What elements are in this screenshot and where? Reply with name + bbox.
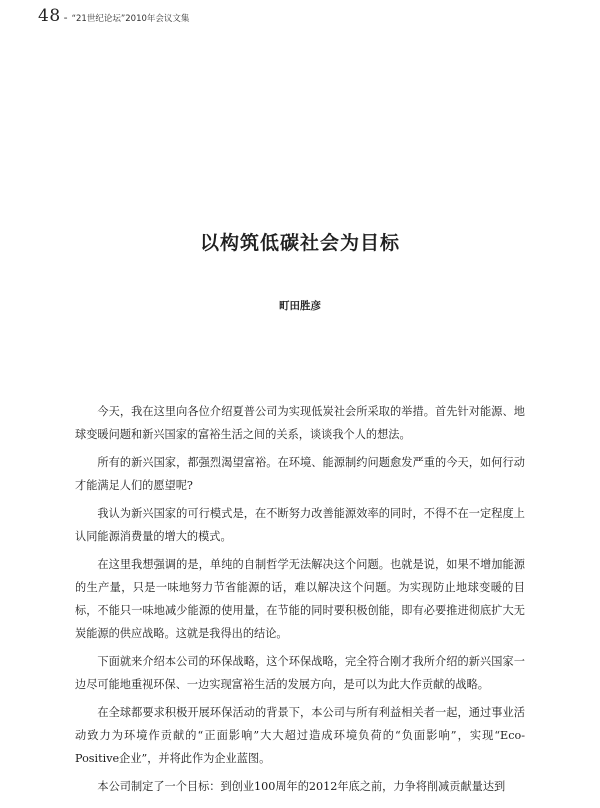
paragraph: 我认为新兴国家的可行模式是，在不断努力改善能源效率的同时，不得不在一定程度上认同能源消费量的增大的模式。 — [75, 507, 525, 543]
paragraph: 所有的新兴国家，都强烈渴望富裕。在环境、能源制约问题愈发严重的今天，如何行动才能满足人们的愿望呢? — [75, 456, 525, 492]
paragraph: 在这里我想强调的是，单纯的自制哲学无法解决这个问题。也就是说，如果不增加能源的生产量，只是一味地努力节省能源的话，难以解决这个问题。为实现防止地球变暖的目标，不能只一味地减少能源的使用量，在节能的同时要积极创能，即有必要推进彻底扩大无炭能源的供应战略。这就是我得出的结论。 — [75, 558, 525, 640]
running-header — [38, 6, 189, 26]
article-title: 以构筑低碳社会为目标 — [199, 232, 400, 254]
paragraph: 今天，我在这里向各位介绍夏普公司为实现低炭社会所采取的举措。首先针对能源、地球变暖问题和新兴国家的富裕生活之间的关系，谈谈我个人的想法。 — [75, 405, 525, 441]
journal-title: “21世纪论坛”2010年会议文集 — [71, 14, 190, 24]
header-separator: - — [63, 11, 68, 24]
page-number: 48 — [38, 6, 61, 26]
paragraph: 本公司制定了一个目标：到创业100周年的2012年底之前，力争将削减贡献量达到 — [97, 780, 506, 793]
paragraph: 下面就来介绍本公司的环保战略，这个环保战略，完全符合刚才我所介绍的新兴国家一边尽可能地重视环保、一边实现富裕生活的发展方向，是可以为此大作贡献的战略。 — [75, 655, 525, 691]
author-name: 町田胜彦 — [279, 300, 321, 312]
paragraph: 在全球都要求积极开展环保活动的背景下，本公司与所有利益相关者一起，通过事业活动致力为环境作贡献的“正面影响”大大超过造成环境负荷的“负面影响”，实现“Eco-Positive企业”，并将此作为企业蓝图。 — [75, 706, 525, 765]
article-body — [75, 400, 525, 803]
